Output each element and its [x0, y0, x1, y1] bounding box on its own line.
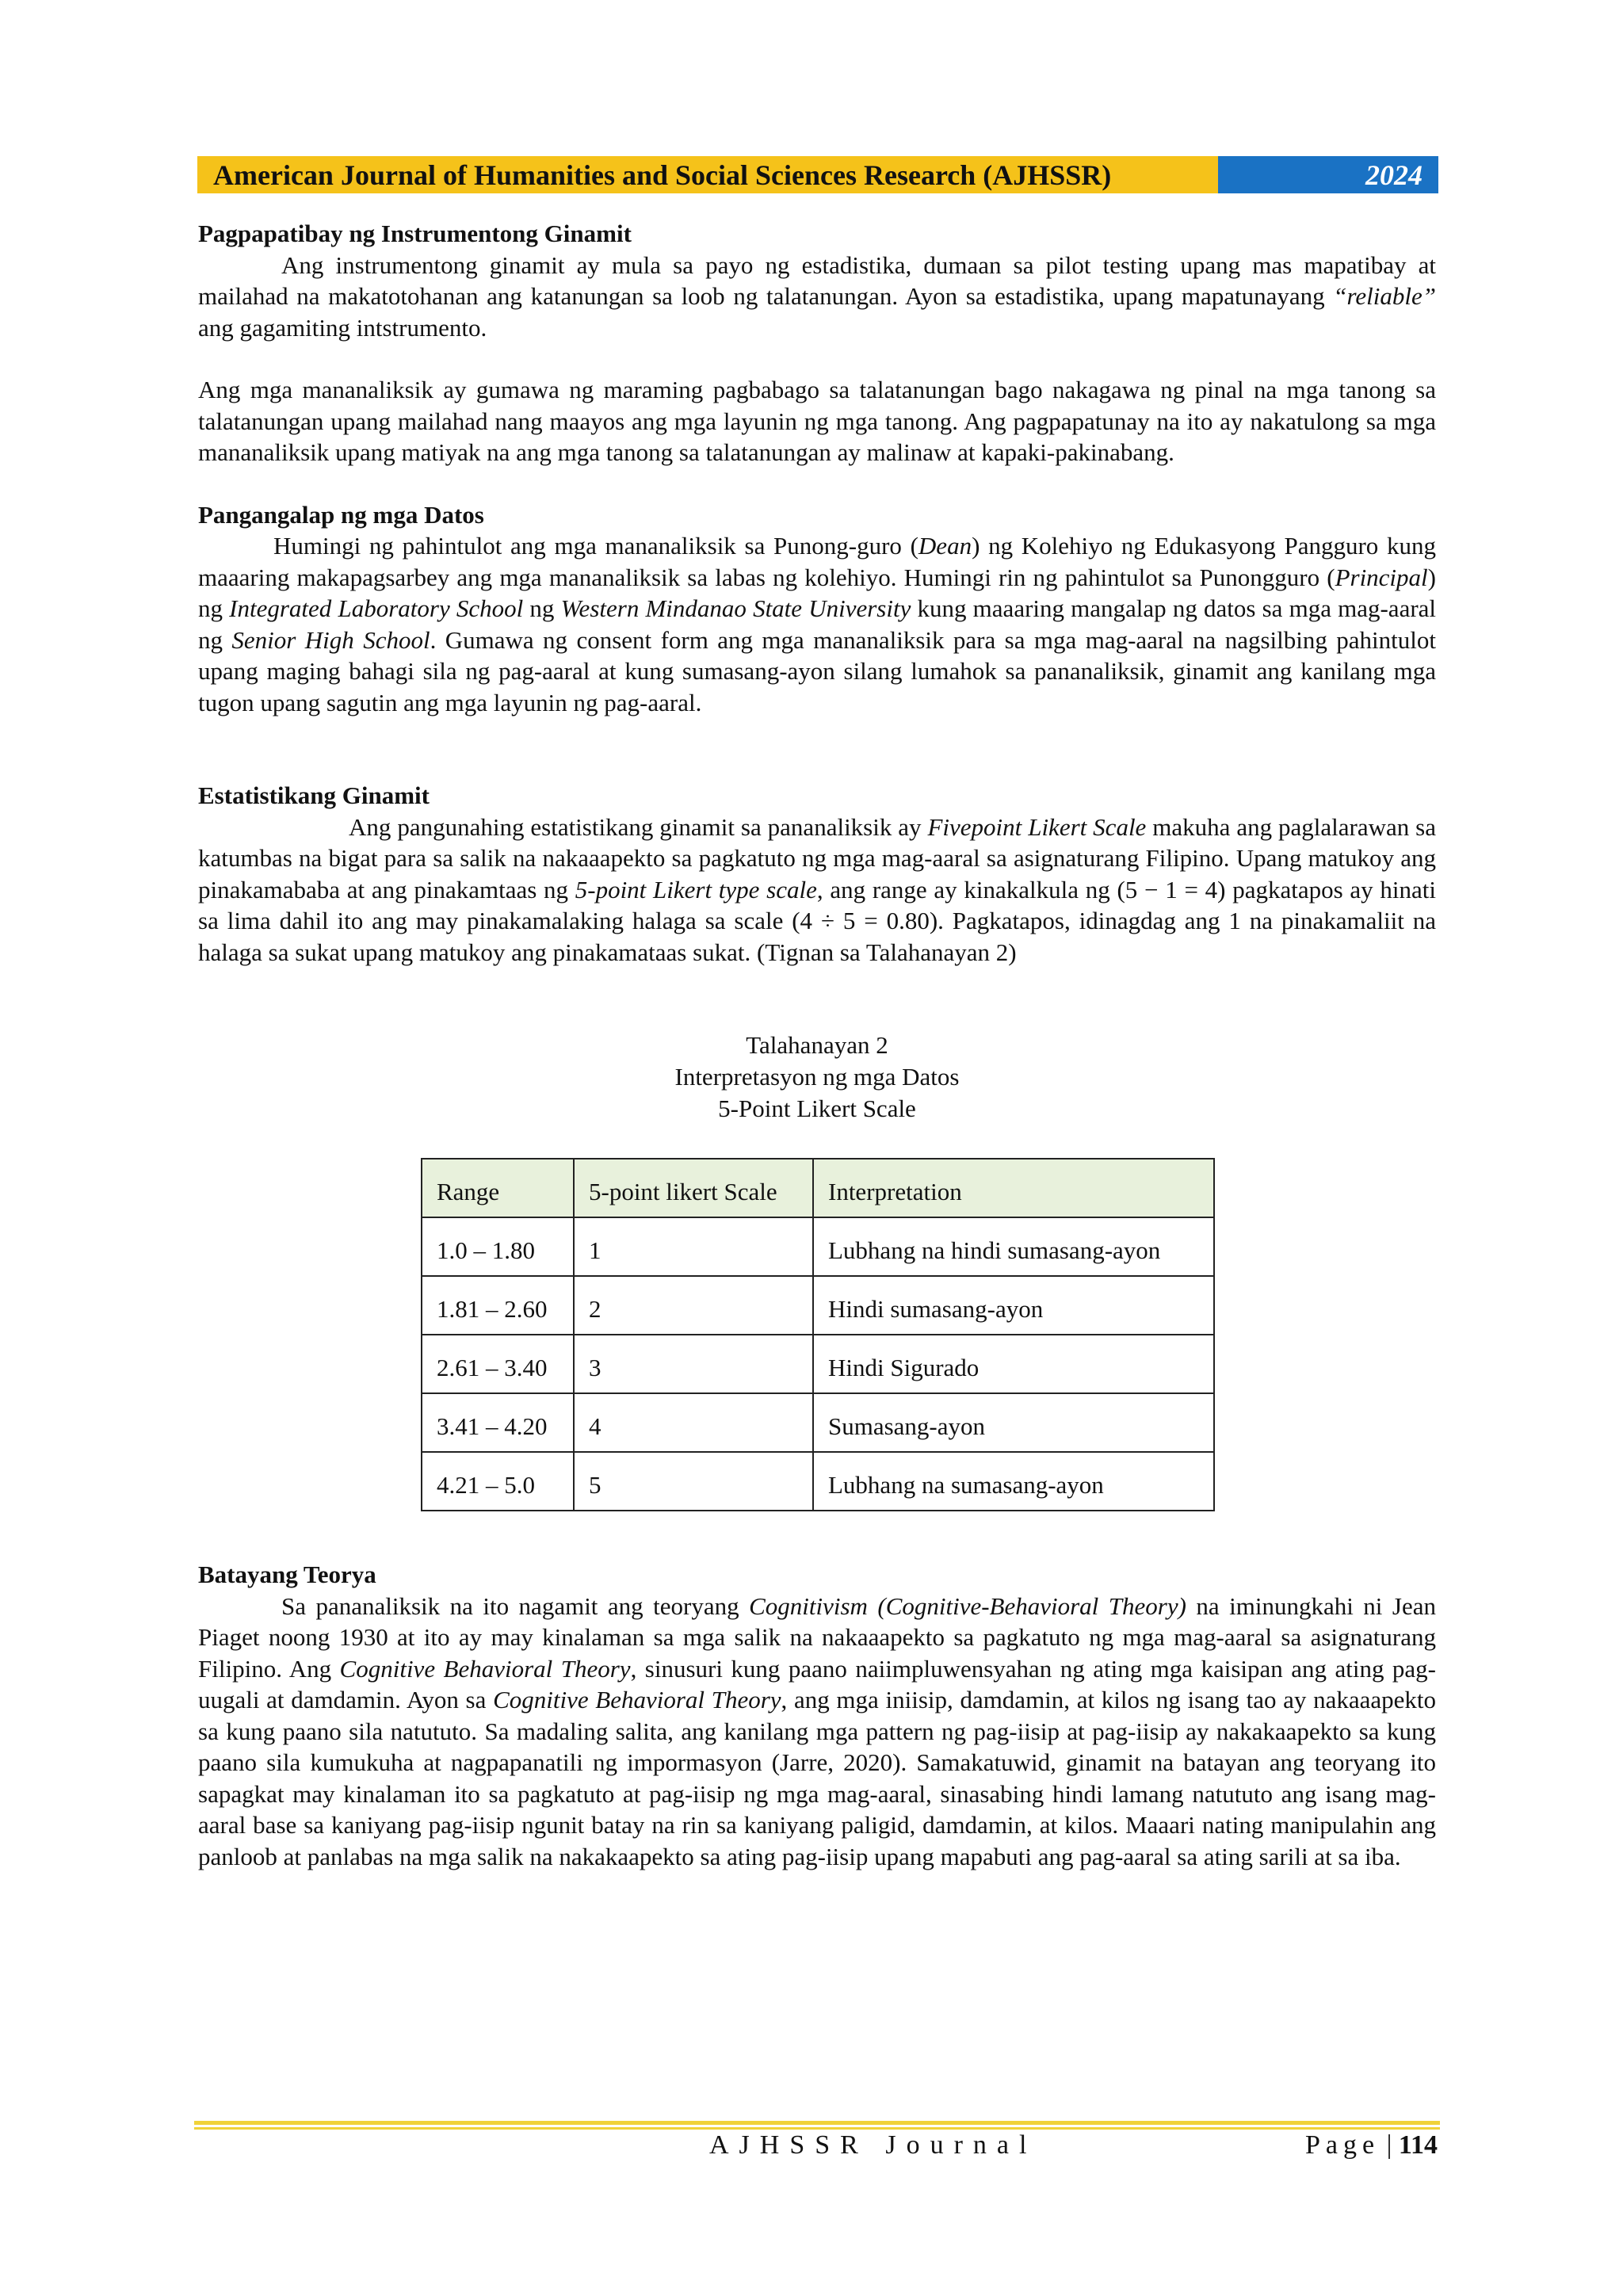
cell-range: 1.0 – 1.80	[422, 1217, 574, 1276]
cell-range: 3.41 – 4.20	[422, 1393, 574, 1452]
page-label: Page	[1304, 2130, 1381, 2160]
likert-scale-table	[421, 1158, 1215, 1511]
table-row	[422, 1335, 1214, 1393]
cell-scale: 5	[574, 1452, 813, 1511]
cell-interpretation: Lubhang na hindi sumasang-ayon	[813, 1217, 1214, 1276]
cell-interpretation: Hindi Sigurado	[813, 1335, 1214, 1393]
table-caption	[198, 1030, 1436, 1125]
paragraph-data-gathering: Humingi ng pahintulot ang mga mananaliksik sa Punong-guro (Dean) ng Kolehiyo ng Edukasyong Pangguro kung maaaring makapagsarbey ang mga mananaliksik sa labas ng kolehiyo. Humingi rin ng pahintulot sa Punongguro (Principal) ng Integrated Laboratory School ng Western Mindanao State University kung maaaring mangalap ng datos sa mga mag-aaral ng Senior High School. Gumawa ng consent form ang mga mananaliksik para sa mga mag-aaral na nagsilbing pahintulot upang maging bahagi sila ng pag-aaral at kung sumasang-ayon silang lumahok sa pananaliksik, ginamit ang kanilang mga tugon upang sagutin ang mga layunin ng pag-aaral.	[198, 532, 1437, 716]
section-heading-statistics: Estatistikang Ginamit	[198, 781, 430, 809]
table-row	[422, 1217, 1214, 1276]
footer-page-number	[1305, 2130, 1438, 2160]
cell-scale: 3	[574, 1335, 813, 1393]
cell-range: 2.61 – 3.40	[422, 1335, 574, 1393]
table-row	[422, 1393, 1214, 1452]
cell-interpretation: Sumasang-ayon	[813, 1393, 1214, 1452]
cell-scale: 2	[574, 1276, 813, 1335]
paragraph-theory: Sa pananaliksik na ito nagamit ang teoryang Cognitivism (Cognitive-Behavioral Theory) na iminungkahi ni Jean Piaget noong 1930 at ito ay may kinalaman sa mga salik na nakaaapekto sa pagkatuto ng mga mag-aaral sa asignaturang Filipino. Ang Cognitive Behavioral Theory, sinusuri kung paano naiimpluwensyahan ng ating mga kaisipan ang ating pag-uugali at damdamin. Ayon sa Cognitive Behavioral Theory, ang mga iniisip, damdamin, at kilos ng isang tao ay nakaaapekto sa kung paano sila natututo. Sa madaling salita, ang kanilang mga pattern ng pag-iisip at pag-iisip ay nakakaapekto sa kung paano sila kumukuha at nagpapanatili ng impormasyon (Jarre, 2020). Samakatuwid, ginamit na batayan ang teoryang ito sapagkat may kinalaman ito sa pagkatuto at pag-iisip ng mga mag-aaral, sinasabing hindi lamang natututo ang isang mag-aaral base sa kaniyang pag-iisip ngunit batay na rin sa kaniyang paligid, damdamin, at kilos. Maaari nating manipulahin ang panloob at panlabas na mga salik na nakakaapekto sa ating pag-iisip upang mapabuti ang pag-aaral sa ating sarili at sa iba.	[198, 1591, 1436, 1870]
section-heading-theory: Batayang Teorya	[198, 1561, 376, 1588]
cell-interpretation: Lubhang na sumasang-ayon	[813, 1452, 1214, 1511]
paragraph-instrument-2: Ang mga mananaliksik ay gumawa ng maraming pagbabago sa talatanungan bago nakagawa ng pinal na mga tanong sa talatanungan upang mailahad nang maayos ang mga layunin ng mga tanong. Ang pagpapatunay na ito ay nakatulong sa mga mananaliksik upang matiyak na ang mga tanong sa talatanungan ay malinaw at kapaki-pakinabang.	[198, 376, 1436, 466]
page-separator: |	[1386, 2130, 1392, 2160]
cell-interpretation: Hindi sumasang-ayon	[813, 1276, 1214, 1335]
section-heading-instrument: Pagpapatibay ng Instrumentong Ginamit	[198, 220, 632, 247]
page-number: 114	[1398, 2130, 1438, 2160]
paragraph-statistics: Ang pangunahing estatistikang ginamit sa pananaliksik ay Fivepoint Likert Scale makuha ang paglalarawan sa katumbas na bigat para sa salik na nakaaapekto sa pagkatuto ng mga mag-aaral sa asignaturang Filipino. Upang matukoy ang pinakamababa at ang pinakamtaas ng 5-point Likert type scale, ang range ay kinakalkula ng (5 − 1 = 4) pagkatapos ay hinati sa lima dahil ito ang may pinakamalaking halaga sa scale (4 ÷ 5 = 0.80). Pagkatapos, idinagdag ang 1 na pinakamaliit na halaga sa sukat upang matukoy ang pinakamataas sukat. (Tignan sa Talahanayan 2)	[198, 812, 1437, 966]
journal-title: American Journal of Humanities and Social Sciences Research (AJHSSR)	[197, 156, 1218, 193]
table-title: Interpretasyon ng mga Datos	[674, 1063, 960, 1091]
column-header-scale: 5-point likert Scale	[574, 1159, 813, 1217]
footer-journal-name: AJHSSR Journal	[709, 2130, 1037, 2160]
cell-range: 1.81 – 2.60	[422, 1276, 574, 1335]
cell-range: 4.21 – 5.0	[422, 1452, 574, 1511]
journal-header	[197, 156, 1438, 193]
table-header-row	[422, 1159, 1214, 1217]
column-header-range: Range	[422, 1159, 574, 1217]
table-row	[422, 1452, 1214, 1511]
paragraph-instrument-1: Ang instrumentong ginamit ay mula sa payo ng estadistika, dumaan sa pilot testing upang mas mapatibay at mailahad na makatotohanan ang katanungan sa loob ng talatanungan. Ayon sa estadistika, upang mapatunayang “reliable” ang gagamiting intstrumento.	[198, 250, 1436, 342]
footer-divider	[194, 2121, 1440, 2130]
section-heading-data-gathering: Pangangalap ng mga Datos	[198, 500, 484, 529]
cell-scale: 1	[574, 1217, 813, 1276]
table-subtitle: 5-Point Likert Scale	[718, 1095, 916, 1122]
journal-year: 2024	[1218, 156, 1438, 193]
table-number: Talahanayan 2	[746, 1031, 888, 1059]
article-body	[198, 218, 1436, 1872]
column-header-interpretation: Interpretation	[813, 1159, 1214, 1217]
cell-scale: 4	[574, 1393, 813, 1452]
table-row	[422, 1276, 1214, 1335]
